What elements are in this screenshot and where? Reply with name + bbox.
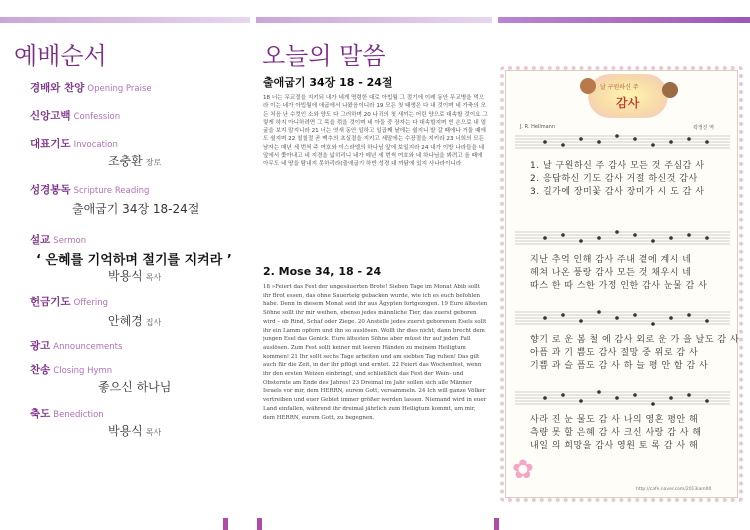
- song-subtitle: 날 구원하신 주: [600, 84, 639, 91]
- item-sermon: 설교 Sermon: [30, 234, 87, 246]
- translator: 곽정진 역: [693, 125, 714, 131]
- top-bar-right: [498, 17, 750, 23]
- korean-scripture-heading: 출애굽기 34장 18 - 24절: [263, 76, 393, 89]
- top-bar-left: [0, 17, 250, 23]
- lyric-line: 지난 추억 인해 감사 주내 곁에 계시 네: [530, 255, 692, 265]
- scripture-reference: 출애굽기 34장 18-24절: [72, 202, 200, 216]
- lyric-line: 3. 길가에 장미꽃 감사 장미가 시 도 감 사: [530, 187, 705, 197]
- song-title: 감사: [616, 96, 640, 110]
- german-scripture-heading: 2. Mose 34, 18 - 24: [263, 265, 382, 278]
- lyric-line: 2. 응답하신 기도 감사 거절 하신것 감사: [530, 174, 698, 184]
- item-announcements: 광고 Announcements: [30, 340, 123, 352]
- song-title-badge: [588, 74, 668, 118]
- lyric-line: 따스 한 따 스한 가정 인한 감사 눈물 감 사: [530, 281, 708, 291]
- benediction-leader: 박용식 목사: [108, 424, 162, 438]
- bear-icon: [580, 78, 596, 94]
- order-of-worship-title: 예배순서: [14, 42, 107, 70]
- lyric-line: 헤쳐 나온 풍랑 감사 모든 것 채우시 네: [530, 268, 692, 278]
- todays-word-title: 오늘의 말씀: [262, 42, 386, 70]
- sermon-title: ‘ 은혜를 기억하며 절기를 지켜라 ’: [36, 253, 232, 268]
- source-url: http://cafe.naver.com/2013iam00: [636, 487, 712, 492]
- page-marker: [257, 518, 262, 530]
- lyric-line: 사라 진 눈 물도 감 사 나의 영혼 평안 해: [530, 415, 699, 425]
- invocation-leader: 조충환 장로: [108, 154, 162, 168]
- page-marker: [223, 518, 228, 530]
- item-closing-hymn: 찬송 Closing Hymn: [30, 364, 113, 376]
- lyric-line: 1. 날 구원하신 주 감사 모든 것 주심감 사: [530, 161, 705, 171]
- sermon-preacher: 박용식 목사: [108, 269, 162, 283]
- lyric-line: 아픔 과 기 쁨도 감사 절망 중 위로 감 사: [530, 348, 699, 358]
- lyric-line: 기쁨 과 슬 픔도 감 사 하 늘 평 안 함 감 사: [530, 361, 709, 371]
- german-scripture-text: 18 »Feiert das Fest der ungesäuerten Brote! Sieben Tage im Monat Abib sollt ihr Brot essen, das ohne Sauerteig gebacken wurde, wie ich es euch befohlen habe. Denn in diesem Monat seid ihr aus Ägypten fortgezogen. 19 Eure ältesten Söhne sollt ihr mir weihen, ebenso jedes männliche Tier, das zuerst geboren wird – ob Rind, Schaf oder Ziege. 20 Anstelle jedes zuerst geborenen Esels sollt ihr ein Lamm opfern und ihn so auslösen. Wollt ihr dies nicht, dann brecht dem jungen Esel das Genick. Eure ältesten Söhne aber müsst ihr auf jeden Fall auslösen. Zum Fest sollt keiner mit leeren Händen zu meinem Heiligtum kommen! 21 Ihr sollt sechs Tage arbeiten und am siebten Tag ruhen! Das gilt auch für die Zeit, in der ihr pflügt und erntet. 22 Feiert das Wochenfest, wenn ihr den ersten Weizen einbringt, und schließlich das Fest der Wein- und Obsternte am Ende des Jahres! 23 Dreimal im Jahr sollen sich alle Männer Israels vor mir, dem HERRN, eurem Gott, versammeln. 24 Ich will ganze Völker vertreiben und euer Gebiet immer größer werden lassen. Niemand wird in euer Land einfallen, während ihr dreimal jährlich zum Heiligtum kommt, um mir, dem HERRN, eurem Gott, zu begegnen.: [263, 284, 488, 421]
- page-marker: [494, 518, 499, 530]
- korean-scripture-text: 18 너는 무교절을 지키되 내가 네게 명령한 대로 아빕월 그 절기에 이레 동안 무교병을 먹으라 이는 네가 아빕월에 애굽에서 나왔음이니라 19 모든 첫 태생은 다 내 것이며 네 가축의 모든 처음 난 수컷인 소와 양도 다 그러하며 20 나귀의 첫 새끼는 어린 양으로 대속할 것이요 그렇게 하지 아니하려면 그 목을 꺾을 것이며 네 아들 중 장자는 다 대속할지며 빈 손으로 내 얼굴을 보지 말지니라 21 너는 엿새 동안 일하고 일곱째 날에는 쉴지니 밭 갈 때에나 거둘 때에도 쉴지며 22 칠칠절 곧 맥추의 초실절을 지키고 세말에는 수장절을 지키라 23 너희의 모든 남자는 매년 세 번씩 주 여호와 이스라엘의 하나님 앞에 보일지라 24 내가 이방 나라들을 네 앞에서 쫓아내고 네 지경을 넓히리니 네가 매년 세 번씩 여호와 네 하나님을 뵈려고 올 때에 아무도 네 땅을 탐내지 못하리라(출애굽기 하반 성경 대 까닭에 있지 사나라이니라: [263, 95, 488, 168]
- lyric-line: 측량 못 할 은혜 감 사 크신 사랑 감 사 해: [530, 428, 702, 438]
- flower-icon: ✿: [512, 455, 534, 485]
- item-confession: 신앙고백 Confession: [30, 110, 121, 122]
- top-bar-middle: [256, 17, 492, 23]
- lyric-line: 향기 로 운 봄 철 에 감사 외로 운 가 을 날도 감 사: [530, 335, 740, 345]
- item-invocation: 대표기도 Invocation: [30, 138, 118, 150]
- bear-icon: [662, 82, 678, 98]
- item-opening-praise: 경배와 찬양 Opening Praise: [30, 82, 152, 94]
- composer: J. R. Hellmann: [520, 124, 556, 130]
- item-benediction: 축도 Benediction: [30, 408, 104, 420]
- lyric-line: 내일 의 희망을 감사 영원 토 록 감 사 해: [530, 441, 699, 451]
- closing-hymn-name: 좋으신 하나님: [98, 380, 172, 394]
- item-scripture-reading: 성경봉독 Scripture Reading: [30, 184, 150, 196]
- offering-leader: 안혜경 집사: [108, 314, 162, 328]
- item-offering: 헌금기도 Offering: [30, 296, 108, 308]
